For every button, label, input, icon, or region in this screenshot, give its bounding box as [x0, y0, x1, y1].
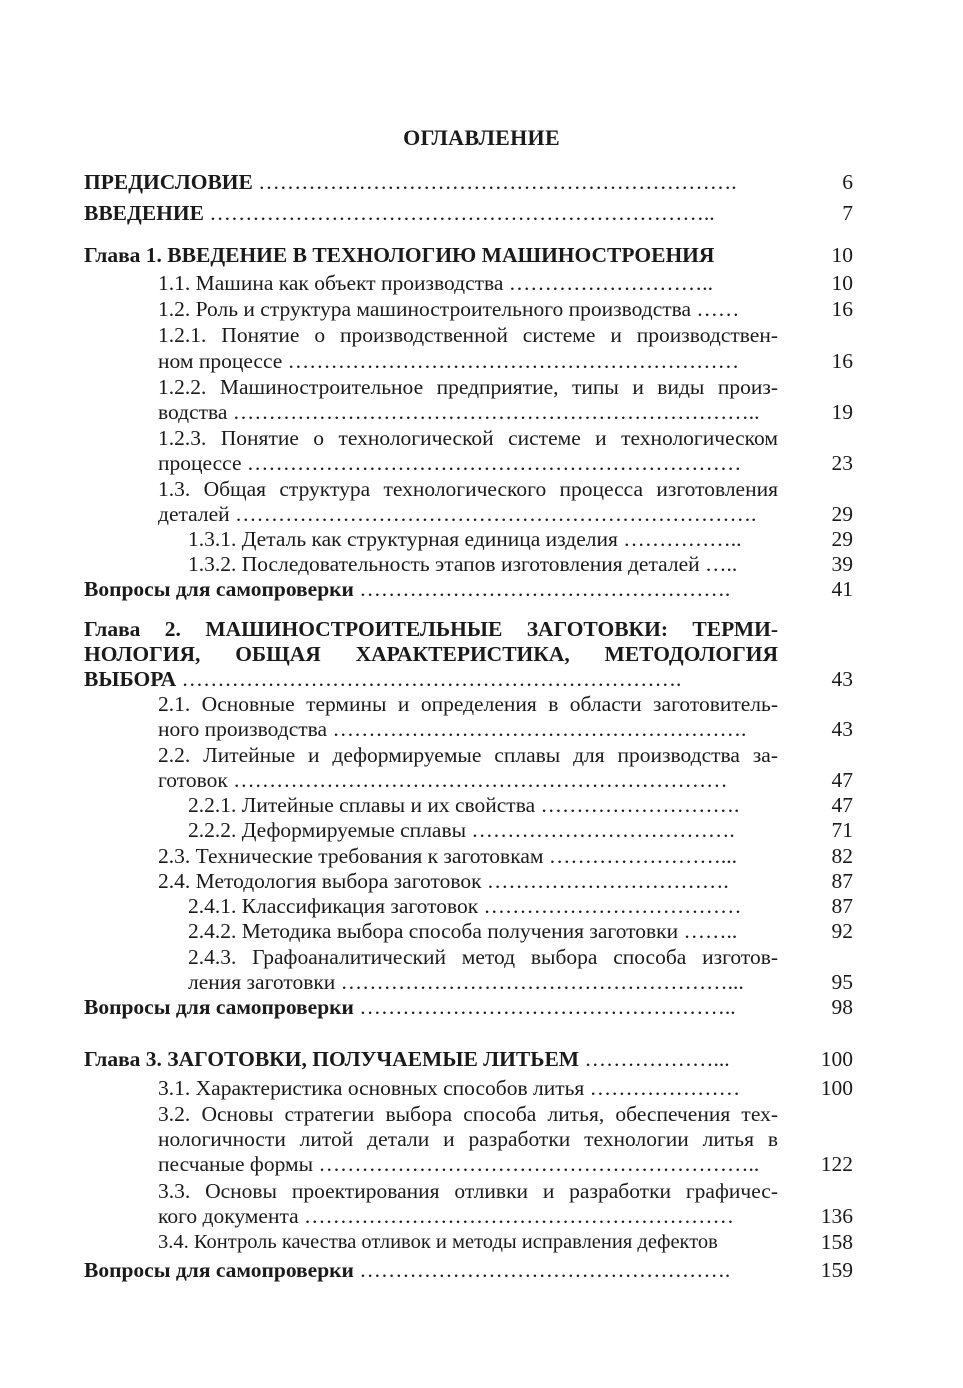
toc-entry-label: нологичности литой детали и разработки технологии литья в	[158, 1127, 778, 1151]
toc-entry-label: кого документа ……………………………………………………	[158, 1204, 735, 1228]
toc-entry-introduction[interactable]	[0, 198, 963, 228]
toc-leader-dots: ………………………………………………………….	[258, 170, 737, 194]
toc-page-number: 159	[820, 1258, 853, 1282]
toc-entry-preface[interactable]	[0, 167, 963, 197]
toc-entry[interactable]	[0, 1149, 963, 1179]
toc-entry-label: водства ………………………………………………………………..	[158, 400, 760, 424]
toc-entry-label: НОЛОГИЯ, ОБЩАЯ ХАРАКТЕРИСТИКА, МЕТОДОЛОГИЯ	[84, 642, 778, 666]
toc-page-number: 43	[831, 667, 853, 691]
toc-entry-label: 2.2.2. Деформируемые сплавы ……………………………….	[188, 818, 735, 842]
toc-entry-label: 2.1. Основные термины и определения в области заготовитель-	[158, 692, 778, 716]
toc-page-number: 29	[831, 502, 853, 526]
page-title: ОГЛАВЛЕНИЕ	[403, 125, 560, 150]
toc-leader-dots: ……………………………………………..	[359, 995, 736, 1019]
toc-leader-dots: ……………………………………………………………..	[209, 201, 715, 225]
toc-page-number: 136	[820, 1204, 853, 1228]
toc-page-number: 41	[831, 577, 853, 601]
toc-entry-label: 1.2.1. Понятие о производственной системе и производствен-	[158, 323, 778, 347]
toc-page-number: 92	[831, 919, 853, 943]
toc-review-questions[interactable]	[0, 1255, 963, 1285]
toc-chapter-3[interactable]	[0, 1044, 963, 1074]
toc-entry-label: 2.2.1. Литейные сплавы и их свойства ……………………….	[188, 793, 740, 817]
toc-entry-label: ВВЕДЕНИЕ	[84, 201, 204, 225]
toc-entry-label: 2.4.2. Методика выбора способа получения заготовки ……..	[188, 919, 738, 943]
toc-entry-label: 1.2.2. Машиностроительное предприятие, типы и виды произ-	[158, 375, 778, 399]
toc-page-number: 16	[831, 297, 853, 321]
toc-entry-label: 3.3. Основы проектирования отливки и разработки графичес-	[158, 1179, 778, 1203]
toc-review-questions[interactable]	[0, 992, 963, 1022]
toc-entry-label: деталей ……………………………………………………………….	[158, 502, 757, 526]
toc-page-number: 87	[831, 869, 853, 893]
toc-leader-dots: ………………...	[584, 1047, 730, 1071]
toc-leader-dots: …………………………………………………………….	[181, 667, 682, 691]
toc-page-number: 98	[831, 995, 853, 1019]
toc-page-number: 122	[820, 1152, 853, 1176]
toc-entry-label: ного производства ………………………………………………….	[158, 717, 747, 741]
toc-entry-label: 1.3.1. Деталь как структурная единица изделия ……………..	[188, 527, 742, 551]
toc-entry-label: Глава 1. ВВЕДЕНИЕ В ТЕХНОЛОГИЮ МАШИНОСТРОЕНИЯ	[84, 243, 715, 267]
toc-page-number: 95	[831, 970, 853, 994]
toc-page-number: 39	[831, 552, 853, 576]
toc-entry-label: 2.3. Технические требования к заготовкам ……………………...	[158, 844, 737, 868]
toc-leader-dots: …………………………………………….	[359, 577, 731, 601]
toc-entry-label: песчаные формы ……………………………………………………..	[158, 1152, 760, 1176]
toc-entry-label: процессе ……………………………………………………………	[158, 451, 742, 475]
toc-entry-label: 1.2.3. Понятие о технологической системе и технологическом	[158, 426, 778, 450]
toc-page-number: 29	[831, 527, 853, 551]
toc-entry-label: 3.4. Контроль качества отливок и методы исправления дефектов	[158, 1231, 718, 1253]
toc-page-number: 47	[831, 768, 853, 792]
toc-page-number: 158	[820, 1230, 853, 1254]
toc-entry-label: 2.4.1. Классификация заготовок ………………………………	[188, 894, 742, 918]
toc-entry-label: готовок ……………………………………………………………	[158, 768, 728, 792]
toc-entry-label: 2.4.3. Графоаналитический метод выбора способа изготов-	[188, 945, 778, 969]
toc-entry-label: Глава 2. МАШИНОСТРОИТЕЛЬНЫЕ ЗАГОТОВКИ: ТЕРМИ-	[84, 617, 778, 641]
toc-page-number: 71	[831, 818, 853, 842]
toc-entry-label: 1.3.2. Последовательность этапов изготовления деталей …..	[188, 552, 738, 576]
toc-entry-label: 1.2. Роль и структура машиностроительного производства ……	[158, 297, 740, 321]
toc-chapter-1[interactable]	[0, 240, 963, 270]
toc-entry-label: ПРЕДИСЛОВИЕ	[84, 170, 253, 194]
toc-page-number: 100	[820, 1047, 853, 1071]
toc-entry-label: 1.1. Машина как объект производства ………………………..	[158, 271, 714, 295]
toc-page-number: 19	[831, 400, 853, 424]
toc-entry-label: Вопросы для самопроверки	[84, 995, 354, 1019]
toc-page-number: 87	[831, 894, 853, 918]
toc-page-number: 6	[842, 170, 853, 194]
toc-entry-label: Вопросы для самопроверки	[84, 1258, 354, 1282]
toc-page-number: 43	[831, 717, 853, 741]
toc-entry-label: ном процессе ………………………………………………………	[158, 349, 740, 373]
toc-page-number: 23	[831, 451, 853, 475]
toc-page-number: 82	[831, 844, 853, 868]
toc-entry-label: 2.2. Литейные и деформируемые сплавы для производства за-	[158, 743, 778, 767]
toc-page-number: 10	[831, 271, 853, 295]
toc-entry-label: Глава 3. ЗАГОТОВКИ, ПОЛУЧАЕМЫЕ ЛИТЬЕМ	[84, 1047, 580, 1071]
toc-page-number: 47	[831, 793, 853, 817]
toc-review-questions[interactable]	[0, 574, 963, 604]
toc-page-number: 16	[831, 349, 853, 373]
toc-entry-label: 1.3. Общая структура технологического процесса изготовления	[158, 477, 778, 501]
toc-page-number: 10	[831, 243, 853, 267]
toc-page-number: 7	[842, 201, 853, 225]
toc-entry-label: 2.4. Методология выбора заготовок …………………………….	[158, 869, 729, 893]
toc-leader-dots: …………………………………………….	[359, 1258, 731, 1282]
toc-entry-label: ления заготовки ………………………………………………...	[188, 970, 744, 994]
toc-page-number: 100	[820, 1076, 853, 1100]
toc-entry-label: ВЫБОРА	[84, 667, 177, 691]
toc-entry-label: 3.2. Основы стратегии выбора способа литья, обеспечения тех-	[158, 1102, 778, 1126]
toc-entry-label: Вопросы для самопроверки	[84, 577, 354, 601]
toc-entry-label: 3.1. Характеристика основных способов литья …………………	[158, 1076, 741, 1100]
toc-entry[interactable]	[0, 1227, 963, 1257]
